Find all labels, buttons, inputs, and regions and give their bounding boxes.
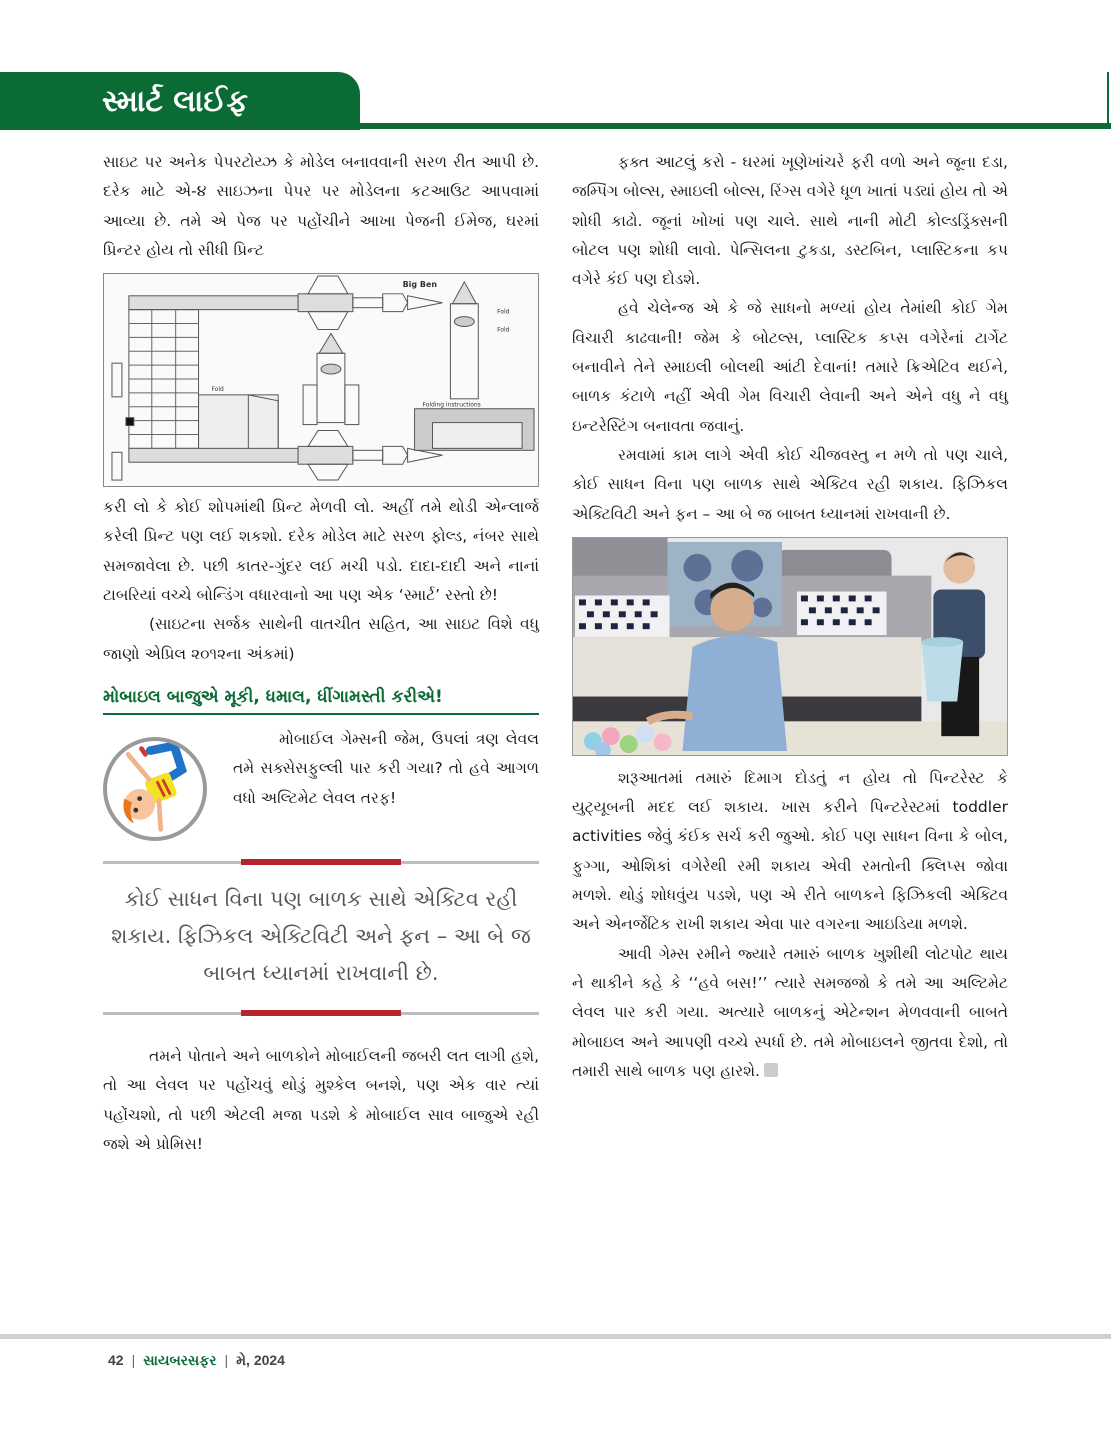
paragraph: ફક્ત આટલું કરો - ઘરમાં ખૂણેખાંચરે ફરી વળો અને જૂના દડા, જમ્પિંગ બોલ્સ, સ્માઇલી બોલ્સ, રિંગ્સ વગેરે ધૂળ ખાતાં પડ્યાં હોય તો એ શોધી કાઢો. જૂનાં ખોખાં પણ ચાલે. સાથે નાની મોટી કોલ્ડડ્રિંક્સની બોટલ પણ શોધી લાવો. પેન્સિલના ટુકડા, ડસ્ટબિન, પ્લાસ્ટિકના કપ વગેરે કંઈ પણ દોડશે. xyxy=(572,153,1008,289)
footer-separator: | xyxy=(224,1352,229,1368)
father-son-playing-photo xyxy=(572,537,1008,756)
magazine-name: સાયબરસફર xyxy=(143,1352,217,1368)
folding-instructions-label: Folding instructions xyxy=(422,401,481,409)
paragraph-text: આવી ગેમ્સ રમીને જ્યારે તમારું બાળક ખુશીથી લોટપોટ થાય ને થાકીને કહે કે ‘‘હવે બસ!’’ ત્યારે સમજજો કે તમે આ અલ્ટિમેટ લેવલ પાર કરી ગયા. અત્યારે બાળકનું એટેન્શન મેળવવાની બાબતે મોબાઇલ અને આપણી વચ્ચે સ્પર્ધા છે. તમે મોબાઇલને જીતવા દેશો, તો તમારી સાથે બાળક પણ હારશે. xyxy=(572,944,1008,1080)
section-title: સ્માર્ટ લાઈફ xyxy=(102,84,248,119)
pull-quote-text: કોઈ સાધન વિના પણ બાળક સાથે એક્ટિવ રહી શકાય. ફિઝિકલ એક્ટિવિટી અને ફન – આ બે જ બાબત ધ્યાનમાં રાખવાની છે. xyxy=(111,886,531,985)
fold-label: Fold xyxy=(497,326,510,334)
intro-block xyxy=(103,725,539,843)
paragraph: રમવામાં કામ લાગે એવી કોઈ ચીજવસ્તુ ન મળે તો પણ ચાલે, કોઈ સાધન વિના પણ બાળક સાથે એક્ટિવ રહી શકાય. ફિઝિકલ એક્ટિવિટી અને ફન – આ બે જ બાબત ધ્યાનમાં રાખવાની છે. xyxy=(572,445,1008,523)
big-ben-papertoy-image xyxy=(103,273,539,487)
issue-date: મે, 2024 xyxy=(236,1352,285,1368)
bigben-title-label: Big Ben xyxy=(402,280,438,290)
pull-quote xyxy=(103,859,539,1016)
left-column xyxy=(103,148,539,1159)
right-column xyxy=(572,148,1008,1086)
paragraph: શરૂઆતમાં તમારું દિમાગ દોડતું ન હોય તો પિન્ટરેસ્ટ કે યુટ્યૂબની મદદ લઈ શકાય. ખાસ કરીને પિન્ટરેસ્ટમાં toddler activities જેવું કંઈક સર્ચ કરી જુઓ. કોઈ પણ સાધન વિના કે બોલ, ફુગ્ગા, ઓશિકાં વગેરેથી રમી શકાય એવી રમતોની ક્લિપ્સ જોવા મળશે. થોડું શોધવુંય પડશે, પણ એ રીતે બાળકને ફિઝિકલી એક્ટિવ અને એનર્જેટિક રાખી શકાય એવા પાર વગરના આઇડિયા મળશે. xyxy=(572,768,1008,934)
footer-separator: | xyxy=(131,1352,136,1368)
paragraph xyxy=(572,940,1008,1086)
paragraph: સાઇટ પર અનેક પેપરટોય્ઝ કે મોડેલ બનાવવાની સરળ રીત આપી છે. દરેક માટે એ-૪ સાઇઝના પેપર પર મોડેલના કટઆઉટ આપવામાં આવ્યા છે. તમે એ પેજ પર પહોંચીને આખા પેજની ઈમેજ, ઘરમાં પ્રિન્ટર હોય તો સીધી પ્રિન્ટ xyxy=(103,153,539,259)
section-heading: મોબાઇલ બાજુએ મૂકી, ધમાલ, ધીંગામસ્તી કરીએ! xyxy=(103,683,539,715)
fold-label: Fold xyxy=(211,386,224,394)
paragraph: કરી લો કે કોઈ શોપમાંથી પ્રિન્ટ મેળવી લો. અહીં તમે થોડી એન્લાર્જ કરેલી પ્રિન્ટ પણ લઈ શકશો. દરેક મોડેલ માટે સરળ ફોલ્ડ, નંબર સાથે સમજાવેલા છે. પછી કાતર-ગુંદર લઈ મચી પડો. દાદા-દાદી અને નાનાં ટાબરિયાં વચ્ચે બોન્ડિંગ વધારવાનો આ પણ એક ‘સ્માર્ટ’ રસ્તો છે! xyxy=(103,498,539,605)
page-number: 42 xyxy=(108,1352,124,1368)
big-ben-cutout-drawing xyxy=(104,274,538,486)
header-underline xyxy=(0,123,1111,129)
pull-quote-top-rule xyxy=(103,859,539,865)
intro-paragraph: મોબાઈલ ગેમ્સની જેમ, ઉપલાં ત્રણ લેવલ તમે સક્સેસફુલ્લી પાર કરી ગયા? તો હવે આગળ વધો અલ્ટિમેટ લેવલ તરફ! xyxy=(233,729,539,807)
paragraph: (સાઇટના સર્જક સાથેની વાતચીત સહિત, આ સાઇટ વિશે વધુ જાણો એપ્રિલ ૨૦૧૨ના અંકમાં) xyxy=(103,615,539,663)
paragraph: તમને પોતાને અને બાળકોને મોબાઈલની જબરી લત લાગી હશે, તો આ લેવલ પર પહોંચવું થોડું મુશ્કેલ બનશે, પણ એક વાર ત્યાં પહોંચશો, તો પછી એટલી મજા પડશે કે મોબાઈલ સાવ બાજુએ રહી જશે એ પ્રોમિસ! xyxy=(103,1046,539,1153)
handstand-boy-illustration-icon xyxy=(103,737,207,841)
header-edge-rule xyxy=(1107,72,1109,129)
living-room-photo-illustration xyxy=(573,538,1007,755)
paragraph: હવે ચેલેન્જ એ કે જે સાધનો મળ્યાં હોય તેમાંથી કોઈ ગેમ વિચારી કાઢવાની! જેમ કે બોટલ્સ, પ્લાસ્ટિક કપ્સ વગેરેનાં ટાર્ગેટ બનાવીને તેને સ્માઇલી બોલથી આંટી દેવાનાં! તમારે ક્રિએટિવ થઈને, બાળક કંટાળે નહીં એવી ગેમ વિચારી લેવાની અને એને વધુ ને વધુ ઇન્ટરેસ્ટિંગ બનાવતા જવાનું. xyxy=(572,299,1008,435)
pull-quote-bottom-rule xyxy=(103,1010,539,1016)
fold-label: Fold xyxy=(497,308,510,316)
footer-rule xyxy=(0,1334,1111,1339)
end-of-article-icon xyxy=(764,1063,778,1077)
page-footer xyxy=(108,1350,285,1370)
